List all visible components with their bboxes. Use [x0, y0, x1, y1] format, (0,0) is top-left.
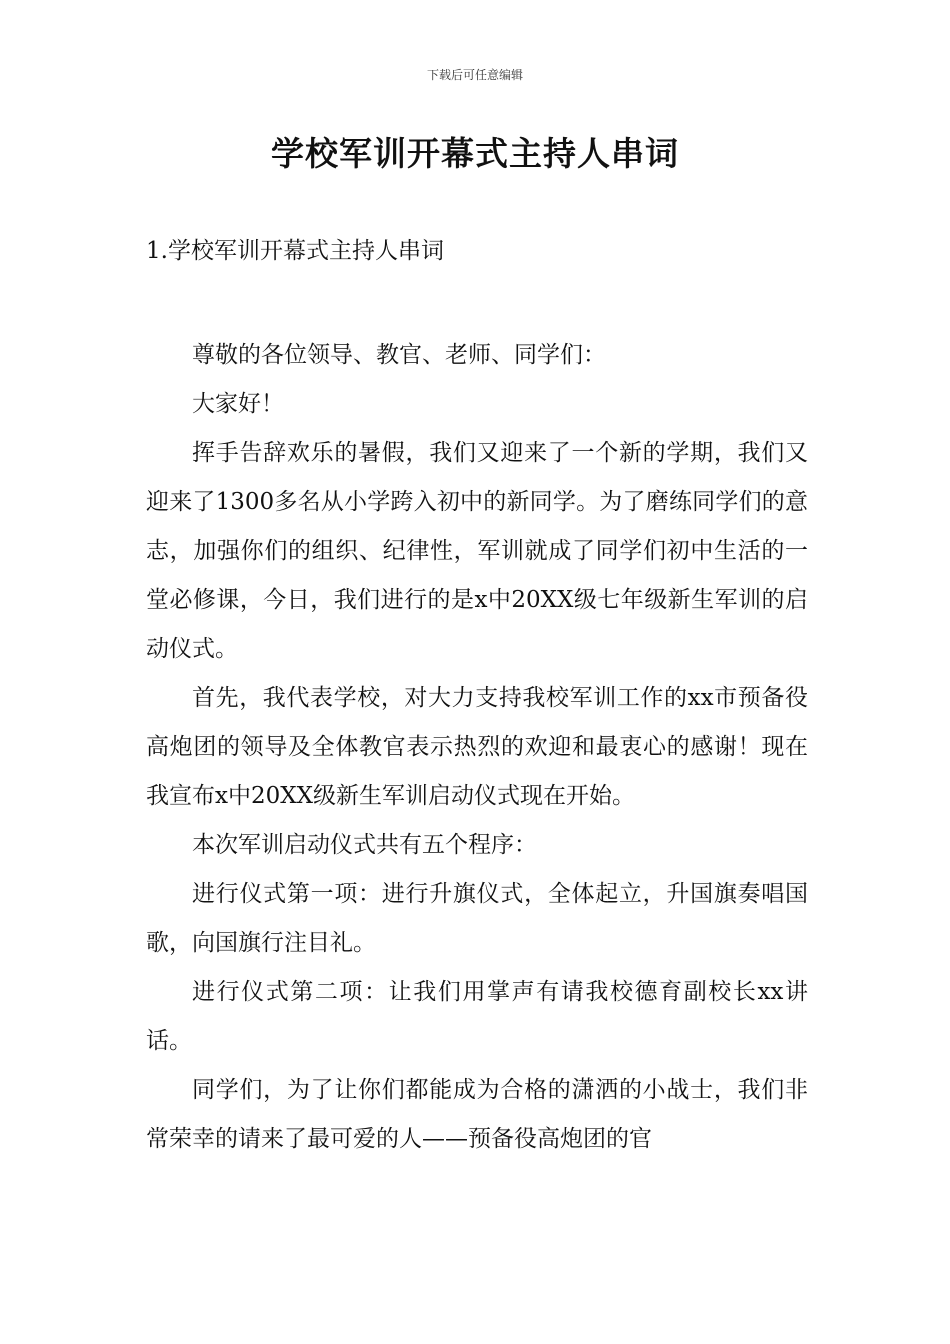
- document-title: 学校军训开幕式主持人串词: [271, 134, 679, 173]
- section-heading: 1.学校军训开幕式主持人串词: [146, 238, 444, 264]
- paragraph-thanks: 首先，我代表学校，对大力支持我校军训工作的xx市预备役高炮团的领导及全体教官表示热烈的欢迎和最衷心的感谢！现在我宣布x中20XX级新生军训启动仪式现在开始。: [146, 685, 808, 809]
- paragraph-greeting: 尊敬的各位领导、教官、老师、同学们：: [192, 342, 606, 368]
- paragraph-program: 本次军训启动仪式共有五个程序：: [192, 832, 537, 858]
- paragraph-item-1: 进行仪式第一项：进行升旗仪式，全体起立，升国旗奏唱国歌，向国旗行注目礼。: [146, 881, 808, 956]
- header-note: 下载后可任意编辑: [426, 68, 523, 82]
- document-body: [146, 331, 808, 1164]
- paragraph-officers: 同学们，为了让你们都能成为合格的潇洒的小战士，我们非常荣幸的请来了最可爱的人——预备役高炮团的官: [146, 1077, 808, 1152]
- paragraph-intro: 挥手告辞欢乐的暑假，我们又迎来了一个新的学期，我们又迎来了1300多名从小学跨入初中的新同学。为了磨练同学们的意志，加强你们的组织、纪律性，军训就成了同学们初中生活的一堂必修课，今日，我们进行的是x中20XX级七年级新生军训的启动仪式。: [146, 440, 808, 662]
- paragraph-hello: 大家好！: [192, 391, 284, 417]
- paragraph-item-2: 进行仪式第二项：让我们用掌声有请我校德育副校长xx讲话。: [146, 979, 808, 1054]
